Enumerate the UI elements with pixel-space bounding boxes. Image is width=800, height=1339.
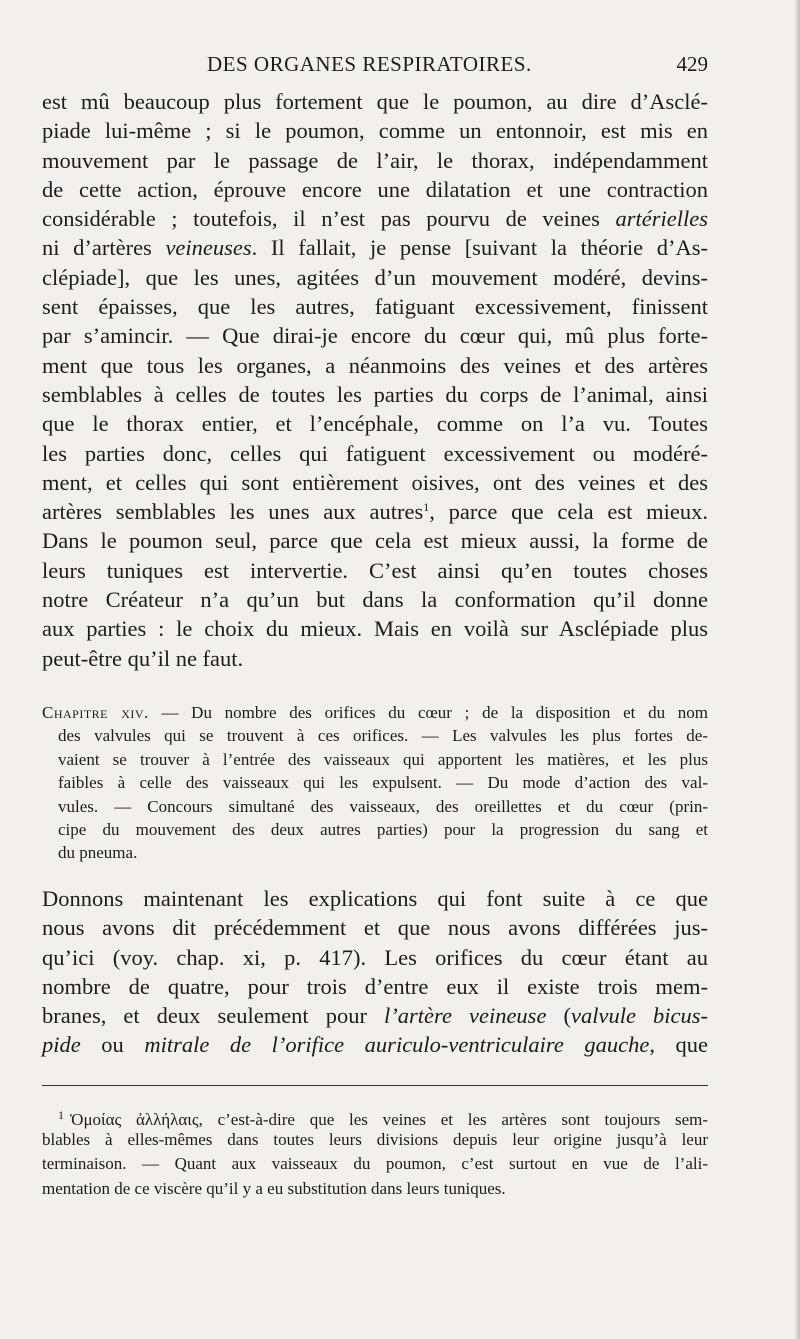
page-edge-shadow (794, 0, 800, 1339)
text-segment: Ὁμοίας ἀλλήλαις, c’est-à-dire que les veines et les artères sont toujours sem- (70, 1110, 708, 1129)
summary-line: vules. — Concours simultané des vaisseaux, des oreillettes et du cœur (prin- (58, 796, 708, 816)
text-line (42, 497, 708, 526)
text-segment: , parce que cela est mieux. (429, 499, 708, 525)
text-segment: — Du nombre des orifices du cœur ; de la disposition et du nom (148, 703, 708, 722)
text-line: semblables à celles de toutes les parties du corps de l’animal, ainsi (42, 381, 708, 407)
text-line: nombre de quatre, pour trois d’entre eux il existe trois mem- (42, 973, 708, 999)
page-header (42, 52, 712, 82)
italic-term: valvule bicus- (570, 1003, 708, 1029)
summary-line: du pneuma. (58, 843, 138, 863)
italic-term: veineuses (165, 235, 252, 261)
text-line: leurs tuniques est intervertie. C’est ainsi qu’en toutes choses (42, 557, 708, 583)
italic-term: pide (42, 1032, 81, 1058)
text-line: ment que tous les organes, a néanmoins des veines et des artères (42, 352, 708, 378)
chapter-label: Chapitre xiv. (42, 703, 149, 722)
main-text-block-2 (42, 884, 708, 1060)
text-line: est mû beaucoup plus fortement que le poumon, au dire d’Asclé- (42, 89, 708, 114)
main-text-block-1 (42, 87, 708, 673)
text-line: les parties donc, celles qui fatiguent excessivement ou modéré- (42, 440, 708, 466)
footnote-reference[interactable]: 1 (423, 500, 430, 515)
text-segment: considérable ; toutefois, il n’est pas pourvu de veines (42, 206, 616, 232)
text-line: de cette action, éprouve encore une dilatation et une contraction (42, 176, 708, 202)
text-line: Dans le poumon seul, parce que cela est mieux aussi, la forme de (42, 528, 708, 554)
text-line: notre Créateur n’a qu’un but dans la conformation qu’il donne (42, 587, 708, 613)
text-line (42, 204, 708, 233)
text-segment: . Il fallait, je pense [suivant la théorie d’As- (251, 235, 708, 261)
text-line: que le thorax entier, et l’encéphale, comme on l’a vu. Toutes (42, 411, 708, 437)
text-line: Donnons maintenant les explications qui font suite à ce que (42, 886, 708, 911)
summary-line: cipe du mouvement des deux autres parties) pour la progression du sang et (58, 819, 708, 839)
footnote-marker: 1 (58, 1108, 64, 1122)
footnote (42, 1103, 708, 1201)
italic-term: mitrale de l’orifice auriculo-ventriculaire gauche (144, 1032, 650, 1058)
text-line: ment, et celles qui sont entièrement oisives, ont des veines et des (42, 469, 708, 495)
chapter-summary (42, 701, 708, 865)
text-line: nous avons dit précédemment et que nous avons différées jus- (42, 915, 708, 941)
summary-line: vaient se trouver à l’entrée des vaisseaux qui apportent les matières, et les plus (58, 749, 708, 769)
text-line: peut-être qu’il ne faut. (42, 645, 244, 671)
footnote-line: blables à elles-mêmes dans toutes leurs divisions depuis leur origine jusqu’à leur (42, 1129, 708, 1149)
text-line: qu’ici (voy. chap. xi, p. 417). Les orifices du cœur étant au (42, 944, 708, 970)
text-line: mouvement par le passage de l’air, le thorax, indépendamment (42, 147, 708, 173)
text-segment: ni d’artères (42, 235, 166, 261)
text-line (42, 1030, 708, 1059)
summary-line (42, 701, 708, 724)
text-line (42, 233, 708, 262)
footnote-divider (42, 1085, 708, 1086)
footnote-line: mentation de ce viscère qu’il y a eu substitution dans leurs tuniques. (42, 1178, 506, 1198)
footnote-line (42, 1103, 708, 1128)
text-segment: ou (80, 1032, 145, 1058)
page-number: 429 (676, 52, 708, 76)
italic-term: artérielles (615, 206, 708, 232)
italic-term: l’artère veineuse (384, 1003, 547, 1029)
text-line: piade lui-même ; si le poumon, comme un entonnoir, est mis en (42, 118, 708, 144)
text-segment: artères semblables les unes aux autres (42, 499, 424, 525)
text-segment: ( (546, 1003, 571, 1029)
text-segment: branes, et deux seulement pour (42, 1003, 385, 1029)
text-line: sent épaisses, que les autres, fatiguant excessivement, finissent (42, 294, 708, 320)
running-title: DES ORGANES RESPIRATOIRES. (207, 52, 532, 76)
text-line: clépiade], que les unes, agitées d’un mouvement modéré, devins- (42, 264, 708, 290)
text-line (42, 1001, 708, 1030)
text-line: par s’amincir. — Que dirai-je encore du cœur qui, mû plus forte- (42, 323, 708, 349)
summary-line: faibles à celle des vaisseaux qui les expulsent. — Du mode d’action des val- (58, 773, 708, 793)
footnote-line: terminaison. — Quant aux vaisseaux du poumon, c’est surtout en vue de l’ali- (42, 1154, 708, 1173)
text-line: aux parties : le choix du mieux. Mais en voilà sur Asclépiade plus (42, 616, 708, 642)
text-segment: , que (649, 1032, 708, 1058)
summary-line: des valvules qui se trouvent à ces orifices. — Les valvules les plus fortes de- (58, 726, 708, 746)
